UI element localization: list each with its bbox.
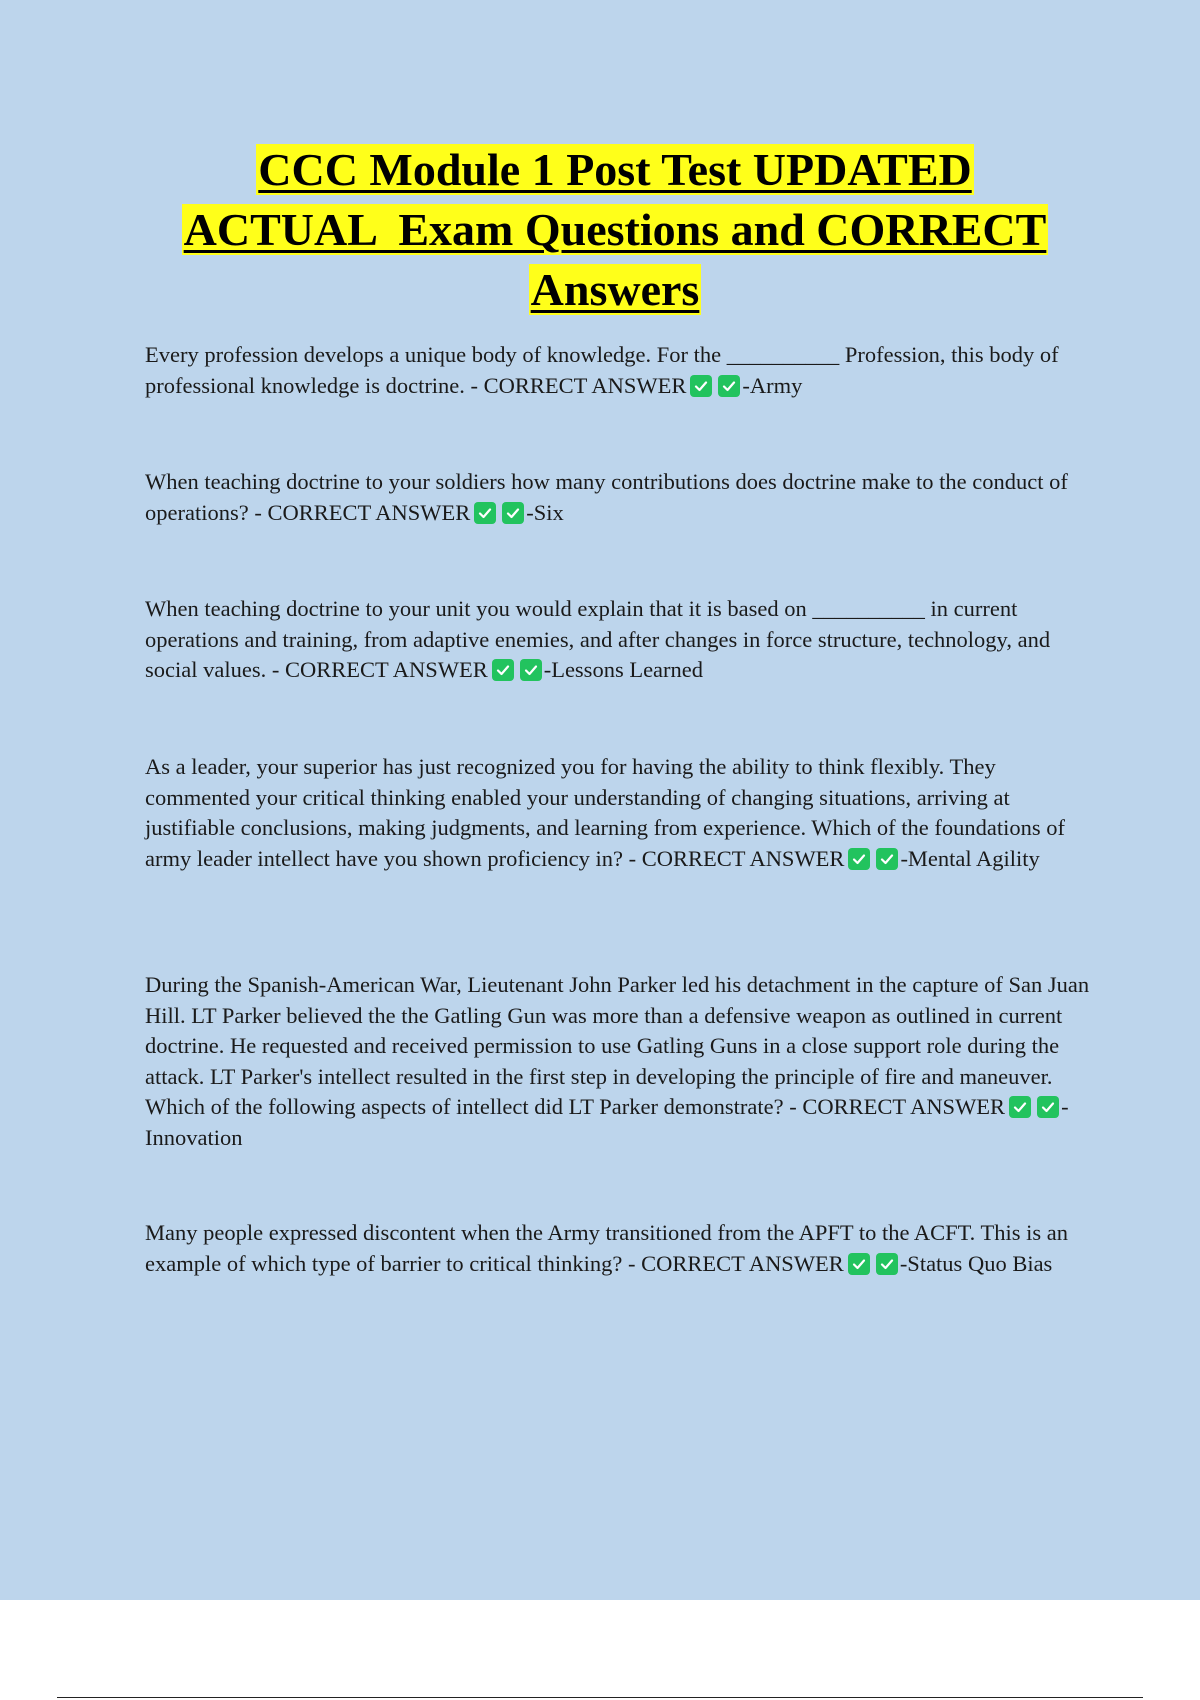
check-mark-icon [876, 848, 898, 870]
answer-text: -Mental Agility [900, 845, 1040, 871]
answer-text: -Lessons Learned [543, 657, 704, 682]
check-mark-icon [848, 848, 870, 870]
check-mark-icon [520, 659, 542, 681]
document-title [110, 140, 1120, 320]
answer-text: -Army [742, 372, 803, 398]
answer-label: - CORRECT ANSWER [627, 1250, 844, 1276]
question-item [145, 752, 1090, 874]
question-text: Many people expressed discontent when the Army transitioned from the APFT to the ACFT. This is an example of which type of barrier to critical thinking? [145, 1220, 1069, 1276]
answer-label: - CORRECT ANSWER [789, 1094, 1006, 1119]
question-item [145, 970, 1090, 1153]
check-mark-icon [502, 502, 524, 524]
answer-text: -Six [526, 499, 564, 525]
answer-text: -Status Quo Bias [899, 1250, 1053, 1276]
question-text: Every profession develops a unique body of knowledge. For the __________ Profession, this body of professional knowledge is doctrine. [145, 342, 1059, 398]
check-mark-icon [1009, 1096, 1031, 1118]
question-text: When teaching doctrine to your unit you would explain that it is based on __________ in current operations and training, from adaptive enemies, and after changes in force structure, technology, and social values. [145, 596, 1051, 682]
title-line-3: Answers [530, 264, 700, 315]
answer-label: - CORRECT ANSWER [254, 499, 471, 525]
answer-label: - CORRECT ANSWER [628, 845, 845, 871]
title-line-1: CCC Module 1 Post Test UPDATED [258, 144, 972, 195]
answer-text: -Innovation [145, 1094, 1069, 1150]
question-item [145, 1218, 1090, 1279]
answer-label: - CORRECT ANSWER [271, 657, 488, 682]
question-text: When teaching doctrine to your soldiers how many contributions does doctrine make to the conduct of operations? [145, 469, 1068, 525]
check-mark-icon [848, 1253, 870, 1275]
answer-label: - CORRECT ANSWER [470, 372, 687, 398]
footer-divider [57, 1697, 1143, 1698]
question-item [145, 594, 1090, 686]
question-item [145, 467, 1090, 528]
check-mark-icon [492, 659, 514, 681]
check-mark-icon [718, 375, 740, 397]
check-mark-icon [690, 375, 712, 397]
check-mark-icon [876, 1253, 898, 1275]
check-mark-icon [474, 502, 496, 524]
question-text: During the Spanish-American War, Lieutenant John Parker led his detachment in the capture of San Juan Hill. LT Parker believed the the Gatling Gun was more than a defensive weapon as outlined in current doctrine. He requested and received permission to use Gatling Guns in a close support role during the attack. LT Parker's intellect resulted in the first step in developing the principle of fire and maneuver. Which of the following aspects of intellect did LT Parker demonstrate? [145, 972, 1090, 1119]
title-line-2: ACTUAL Exam Questions and CORRECT [183, 204, 1047, 255]
check-mark-icon [1037, 1096, 1059, 1118]
question-item [145, 340, 1090, 401]
question-text: As a leader, your superior has just recognized you for having the ability to think flexibly. They commented your critical thinking enabled your understanding of changing situations, arriving at justifiable conclusions, making judgments, and learning from experience. Which of the foundations of army leader intellect have you shown proficiency in? [145, 754, 1065, 871]
